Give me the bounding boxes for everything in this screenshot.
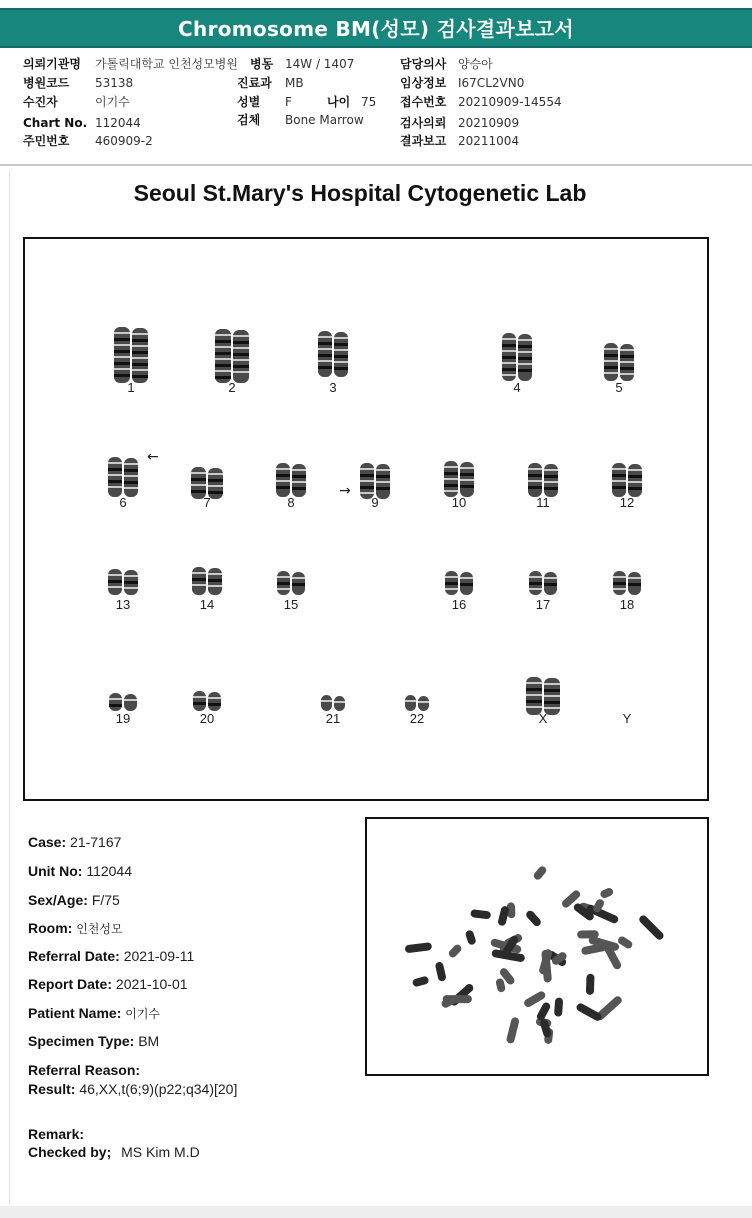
specimen-label: 검체 [237,113,261,127]
report-header [0,8,752,48]
chromosome-label-19: 19 [115,711,131,726]
request-org-label: 의뢰기관명 [23,57,81,71]
chromosome-pair-1 [114,327,148,383]
chromosome-label-13: 13 [115,597,131,612]
referral-date-label: Referral Date: [28,948,120,964]
chromosome-pair-18 [613,571,641,595]
referral-reason-line [28,1062,140,1078]
sexage-value: F/75 [91,892,120,908]
chromosome-label-8: 8 [287,495,295,510]
case-value: 21-7167 [70,834,122,850]
chromosome-label-22: 22 [409,711,425,726]
case-line [28,834,121,850]
chromosome-label-9: 9 [371,495,379,510]
dept-label: 진료과 [237,76,272,90]
info-row-5 [0,132,752,150]
case-label: Case: [28,834,67,850]
chromosome-label-15: 15 [283,597,299,612]
chromosome-label-17: 17 [535,597,551,612]
page-left-rule [9,170,10,1205]
arrow-left-icon: ← [147,449,159,465]
page-bottom-bar [0,1206,752,1218]
report-date-label: 결과보고 [400,134,447,148]
dept-value: MB [285,76,304,90]
checked-by-line [28,1144,200,1160]
sexage-line [28,892,120,908]
chromosome-pair-21 [321,695,345,711]
metaphase-panel [365,817,709,1076]
report-date-value: 2021-10-01 [115,976,188,992]
result-value: 46,XX,t(6;9)(p22;q34)[20] [79,1081,238,1097]
chromosome-label-21: 21 [325,711,341,726]
report-date-label: Report Date: [28,976,113,992]
receipt-no-label: 접수번호 [400,95,447,109]
patient-label: 수진자 [23,95,58,109]
ward-label: 병동 [250,57,274,71]
chromosome-pair-15 [277,571,305,595]
karyogram-image [25,239,707,799]
header-divider [0,164,752,166]
info-row-1 [0,55,752,73]
request-date-value: 20210909 [458,116,520,130]
room-label: Room: [28,920,73,936]
report-date-value: 20211004 [458,134,520,148]
receipt-no-value: 20210909-14554 [458,95,562,109]
chromosome-pair-5 [604,343,634,381]
info-row-4 [0,114,752,132]
chromosome-pair-11 [528,463,558,497]
chromosome-label-12: 12 [619,495,635,510]
resident-no-value: 460909-2 [95,134,153,148]
age-label: 나이 [327,95,351,109]
chromosome-pair-14 [192,567,222,595]
remark-line [28,1126,84,1142]
arrow-right-icon: → [339,483,351,499]
result-label: Result: [28,1081,76,1097]
sexage-label: Sex/Age: [28,892,88,908]
chromosome-label-5: 5 [615,380,623,395]
chromosome-pair-9 [360,463,390,499]
referral-reason-label: Referral Reason: [28,1062,141,1078]
referral-date-line [28,948,194,964]
unit-line [28,863,132,879]
chromosome-label-14: 14 [199,597,215,612]
chromosome-label-3: 3 [329,380,337,395]
chromosome-pair-12 [612,463,642,497]
chart-no-value: 112044 [95,116,141,130]
chromosome-pair-16 [445,571,473,595]
sex-label: 성별 [237,95,261,109]
chromosome-label-4: 4 [513,380,521,395]
chromosome-pair-6 [108,457,138,497]
report-date-line [28,976,188,992]
chromosome-label-10: 10 [451,495,467,510]
lab-title: Seoul St.Mary's Hospital Cytogenetic Lab [133,180,587,206]
specimen-type-value: BM [138,1033,160,1049]
metaphase-chromosomes [405,865,666,1045]
resident-no-label: 주민번호 [23,134,70,148]
chromosome-pair-3 [318,331,348,377]
unit-label: Unit No: [28,863,83,879]
info-row-3 [0,93,752,111]
unit-value: 112044 [86,863,133,879]
chromosome-pair-22 [405,695,429,711]
chromosome-pair-x [526,677,560,715]
chromosome-label-7: 7 [203,495,211,510]
chromosome-pair-2 [215,329,249,383]
chromosome-label-x: X [538,711,548,726]
specimen-type-line [28,1033,159,1049]
checked-by-label: Checked by; [28,1144,112,1160]
patient-value: 이기수 [95,95,130,109]
doctor-label: 담당의사 [400,57,447,71]
request-date-label: 검사의뢰 [400,116,447,130]
chart-no-label: Chart No. [23,116,88,130]
chromosome-pair-4 [502,333,532,381]
specimen-type-label: Specimen Type: [28,1033,135,1049]
chromosome-pair-19 [109,693,137,711]
metaphase-image [367,819,707,1074]
patient-info-panel [0,50,752,164]
remark-label: Remark: [28,1126,85,1142]
age-value: 75 [361,95,377,109]
chromosome-pair-10 [444,461,474,497]
clinical-info-label: 임상정보 [400,76,447,90]
request-org-value: 가톨릭대학교 인천성모병원 [95,57,238,71]
ward-value: 14W / 1407 [285,57,355,71]
clinical-info-value: I67CL2VN0 [458,76,525,90]
doctor-value: 양승아 [458,57,493,71]
chromosome-label-11: 11 [536,495,550,510]
chromosome-label-2: 2 [228,380,236,395]
chromosome-pair-13 [108,569,138,595]
room-line [28,920,123,937]
chromosome-pair-8 [276,463,306,497]
result-line [28,1081,237,1097]
chromosome-pair-20 [193,691,221,711]
checked-by-value: MS Kim M.D [121,1144,200,1160]
report-title: Chromosome BM(성모) 검사결과보고서 [178,17,574,41]
info-row-2 [0,74,752,92]
chromosome-label-16: 16 [451,597,467,612]
hospital-code-value: 53138 [95,76,134,90]
sex-value: F [285,95,292,109]
hospital-code-label: 병원코드 [23,76,70,90]
chromosome-label-20: 20 [199,711,215,726]
chromosome-label-18: 18 [619,597,635,612]
patient-name-line [28,1005,160,1022]
patient-name-label: Patient Name: [28,1005,122,1021]
karyogram-panel [23,237,709,801]
referral-date-value: 2021-09-11 [123,948,195,964]
patient-name-value: 이기수 [125,1007,161,1021]
chromosome-pair-17 [529,571,557,595]
chromosome-label-6: 6 [119,495,127,510]
chromosome-label-y: Y [622,711,632,726]
specimen-value: Bone Marrow [285,113,364,127]
room-value: 인천성모 [76,922,123,936]
chromosome-label-1: 1 [127,380,135,395]
